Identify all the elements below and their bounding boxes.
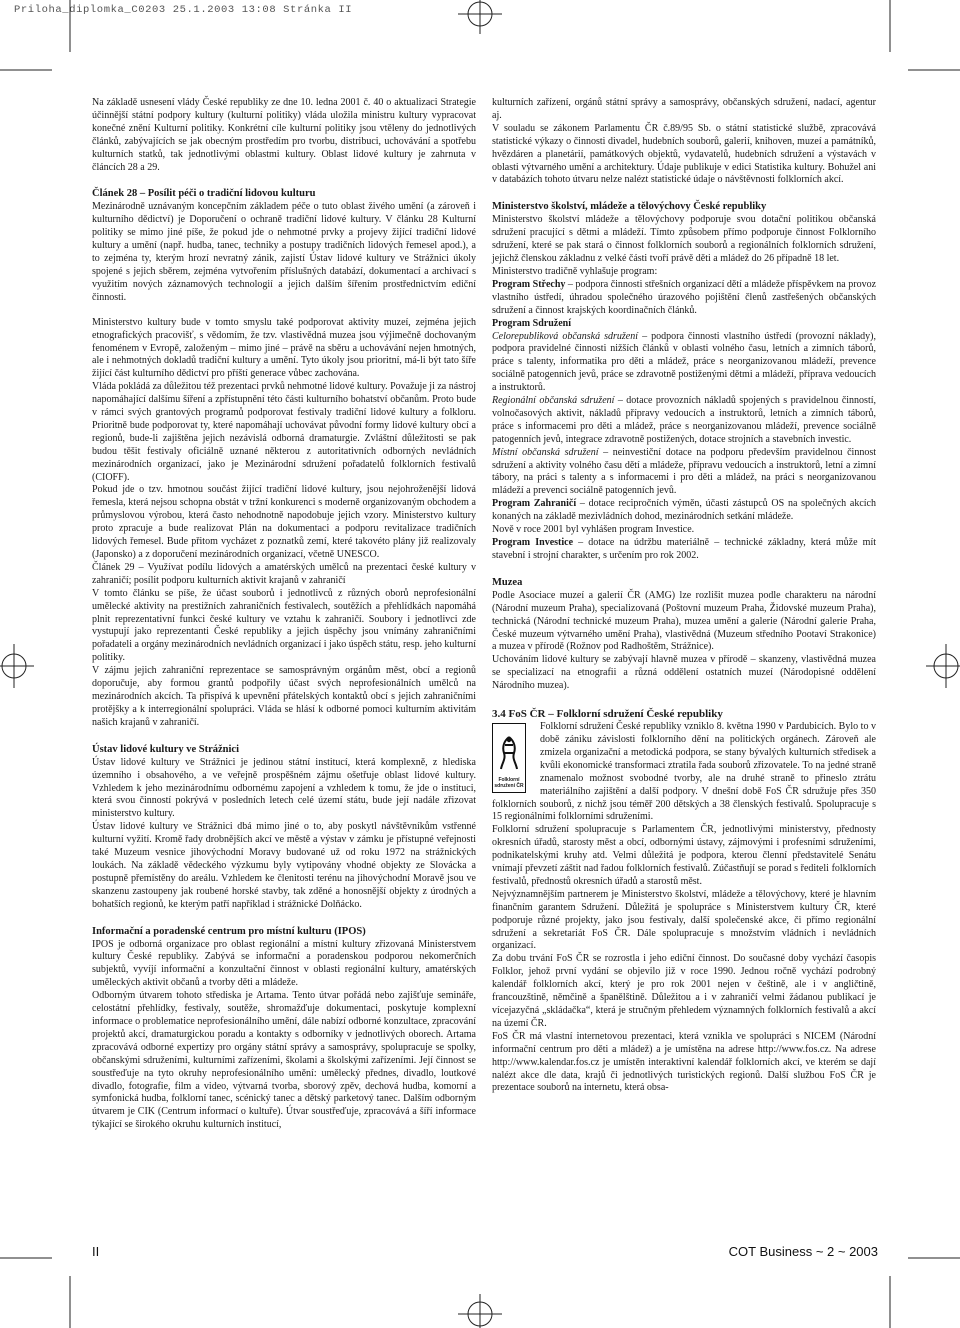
- paragraph: V souladu se zákonem Parlamentu ČR č.89/95 Sb. o státní statistické službě, zpracovává statistické výkazy o činnosti divadel, hudebních souborů, galerií, knihoven, muzeí a památníků, hvězdáren a planetárií, památkových objektů, vydavatelů, hudebních sdružení a výstavách v oblasti výtvarného umění a architektury. Údaje publikuje v edici Statistika kultury. Bohužel ani v databázích tohoto útvaru nelze nalézt statistické údaje o návštěvnosti folklorních akcí.: [492, 122, 876, 186]
- section-heading: Ministerstvo školství, mládeže a tělovýchovy České republiky: [492, 201, 767, 213]
- paragraph: V tomto článku se píše, že účast souborů i jednotlivců z různých oborů neprofesionální umělecké aktivity na prestižních zahraničních festivalech, soutěžích a přehlídkách napomáhá plnit reprezentativní funkci české kultury ve vztahu k zahraničí. Soubory i jednotlivci zde vystupují jako reprezentanti České republiky a jejich úspěchy jsou vnímány zahraničními pořadateli a orgány mezinárodních nevládních organizací i jako úspěch státu, resp. jeho kulturní politiky.: [92, 587, 476, 664]
- paragraph: [492, 721, 876, 824]
- paragraph: Mezinárodně uznávaným koncepčním základem péče o tuto oblast živého umění (a zároveň i kulturního dědictví) je Doporučení o ochraně tradiční lidové kultury. V článku 28 Kulturní politiky se mimo jiné píše, že pokud jde o nehmotné prvky a projevy žijící tradiční lidové kultury a umění (např. hudba, tanec, techniky a postupy tradičních lidových řemesel apod.), a to zejména ty, kterým hrozí nevratný zánik, zajistí Ústav lidové kultury ve Strážnici úkoly spojené s jejich sběrem, zejména vytvořením příslušných databází, dokumentací a archivací s využitím nových záznamových technologií a jejich dalším šířením prostřednictvím ediční činnosti.: [92, 201, 476, 303]
- logo-label: Folklorní sdružení ČR: [494, 777, 524, 790]
- crop-mark-top-left: [0, 0, 90, 90]
- paragraph: [492, 447, 876, 499]
- paragraph: Vláda pokládá za důležitou též prezentaci prvků nehmotné lidové kultury. Považuje ji za nástroj napomáhající dalšímu šíření a zpřístupnění této části kulturního bohatství občanům. Proto bude v rámci svých grantových programů podporovat festivaly tradiční lidové kultury a folkloru. Prioritně bude podporovat ty, které napomáhají uchovávat původní formy lidové kultury obcí a regionů, bude-li zajištěna jejich nezávislá odborná dramaturgie. Zvláštní důležitosti se pak budou těšit festivaly oficiálně uznané některou z autoritativních odborných nevládních mezinárodních organizací, jako je Mezinárodní sdružení pořadatelů folklorních festivalů (CIOFF).: [92, 381, 476, 483]
- paragraph: Článek 29 – Využívat podílu lidových a amatérských umělců na prezentaci české kultury v zahraničí; posílit podporu kulturních aktivit krajanů v zahraničí: [92, 561, 476, 586]
- paragraph: Ústav lidové kultury ve Strážnici je jedinou státní institucí, která komplexně, z hlediska územního i obsahového, a ve veřejně prospěšném zájmu ošetřuje oblast lidové kultury. Vzhledem k jeho mezinárodnímu odbornému zapojení a vzhledem k tomu, že jde o instituci, která svou činností pokrývá v posledních letech celé území státu, bude její nadále zřizovat ministerstvo kultury.: [92, 756, 476, 820]
- paragraph: Odborným útvarem tohoto střediska je Artama. Tento útvar pořádá nebo zajišťuje semináře, celostátní přehlídky, festivaly, soutěže, shromažďuje dokumentaci, poskytuje komplexní informace o problematice neprofesionálního umění, dále nabízí odborné konzultace, zpracování projektů akcí, dramaturgickou poradu a kontakty s odborníky v jednotlivých oborech. Artama zpracovává odborné expertizy pro orgány státní správy a samosprávy, spolupracuje se spolky, občanskými sdruženími, kulturními zařízeními, školami a školskými zařízeními. Její činnost se soustřeďuje na tyto okruhy neprofesionálního umění: umělecký přednes, divadlo, loutkové divadlo, fotografie, film a video, výtvarná tvorba, sborový zpěv, dechová hudba, komorní a symfonická hudba, folklorní tanec, scénický tanec a dětský parketový tanec. Dalším odborným útvarem je CIK (Centrum informací o kultuře). Útvar soustřeďuje, zpracovává a šíří informace týkající se širokého okruhu kulturních institucí,: [92, 990, 476, 1131]
- folklore-figure-icon: [498, 735, 520, 771]
- paragraph: IPOS je odborná organizace pro oblast regionální a místní kultury zřizovaná Ministerstvem kultury České republiky. Zabývá se informační a poradenskou podporou nekomerčních subjektů, vyvíjí informační a konzultační činnost v oblasti regionální kultury, amatérských uměleckých aktivit občanů a tvorby děti a mládeže.: [92, 938, 476, 989]
- paragraph: [492, 498, 876, 524]
- paragraph: Pokud jde o tzv. hmotnou součást žijící tradiční lidové kultury, jsou nejohroženější lidová řemesla, která nejsou schopna obstát v tržní konkurenci s moderně organizovaným obchodem a průmyslovou výrobou, která často nehodnotně napodobuje jejich vzory. Ministerstvo kultury proto zpracuje a bude realizovat Plán na dokumentaci a podporu revitalizace tradičních lidových řemesel. Bude přitom vycházet z poznatků zemí, které takovéto plány již realizovaly (Japonsko) a z doporučení mezinárodních organizací, včetně UNESCO.: [92, 484, 476, 560]
- paragraph: Nově v roce 2001 byl vyhlášen program Investice.: [492, 524, 695, 536]
- paragraph: Ministerstvo tradičně vyhlašuje program:: [492, 265, 658, 277]
- running-footer: COT Business ~ 2 ~ 2003: [728, 1244, 878, 1259]
- paragraph-text: – neinvestiční dotace na podporu především pravidelnou činnost sdružení a aktivity volného času dětí a mládeže, přípravu vedoucích a instruktorů, letní a zimní tábory, na práci s talenty a s informacemi i pro děti a mládež, na práci s neorganizovanou mládeží a prevenci sociálně patogenních jevů.: [492, 446, 876, 497]
- section-heading: Muzea: [492, 576, 523, 588]
- registration-mark-bottom: [454, 1294, 506, 1328]
- paragraph: Ministerstvo kultury bude v tomto smyslu také podporovat aktivity muzeí, zejména jejich etnografických pracovišť, s vědomím, že tzv. vlastivědná muzea jsou výjimečně dochovaným fenoménem v Evropě, založeným – mimo jiné – právě na sběru a uchovávání nejen hmotných, ale i nehmotných dokladů tradiční kultury a umění. Tyto úkoly jsou prioritní, má-li být tato šíře žijící část kulturního dědictví pro příští generace vůbec zachována.: [92, 316, 476, 380]
- paragraph-lead: Regionální občanská sdružení: [492, 395, 615, 407]
- registration-mark-top: [454, 0, 506, 34]
- paragraph: [492, 279, 876, 318]
- paragraph-text: – dotace provozních nákladů spojených s pravidelnou činností, volnočasových aktivit, nákladů přípravy vedoucích a instruktorů, letních a zimních táborů, práce s informacemi pro děti a mládež, práce s neorganizovanou mládeží, prevence sociálně patogenních jevů, integrace zdravotně postižených, dotace strojních a stavebních investic.: [492, 395, 876, 445]
- paragraph-lead: Program Zahraničí: [492, 498, 577, 510]
- paragraph: Na základě usnesení vlády České republiky ze dne 10. ledna 2001 č. 40 o aktualizaci Strategie účinnější státní podpory kultury (kulturní politiky) vláda uložila ministru kultury vypracovat konečné znění Kulturní politiky. Konkrétní cíle kulturní politiky jsou vtěleny do jednotlivých článků, zabývajících se jak obecným prostředím pro tvorbu, distribuci, uchovávání a spotřebu kulturních statků, tak jednotlivými oblastmi kultury. Oblast lidové kultury je zahrnuta v článcích 28 a 29.: [92, 97, 476, 173]
- section-heading: Ústav lidové kultury ve Strážnici: [92, 743, 239, 755]
- paragraph-lead: Celorepubliková občanská sdružení: [492, 330, 639, 342]
- paragraph: Za dobu trvání FoS ČR se rozrostla i jeho ediční činnost. Do současné doby vychází časopis Folklor, jehož první vydání se objevilo již v roce 1990. Jednou ročně vychází podrobný kalendář folklorních akcí, který je pro rok 2001 nejen v češtině, ale i v angličtině, francouzštině, němčině a španělštině. Důležitou a i v zahraničí velmi žádanou publikací je vícejazyčná „skládačka“, která je stručným přehledem významných folklorních festivalů a akcí na území ČR.: [492, 953, 876, 1029]
- paragraph-lead: Místní občanská sdružení: [492, 446, 599, 458]
- paragraph: [492, 537, 876, 563]
- paragraph: kulturních zařízení, orgánů státní správy a samosprávy, občanských sdružení, nadací, agentur aj.: [492, 97, 876, 121]
- paragraph-text: – dotace recipročních výměn, účasti zástupců OS na společných akcích konaných na základě mezivládních dohod, mezinárodních setkání mládeže.: [492, 498, 876, 523]
- fos-logo: [492, 723, 526, 793]
- paragraph-lead: Program Investice: [492, 537, 574, 548]
- right-column: [492, 97, 876, 1095]
- registration-mark-right: [926, 640, 960, 692]
- paragraph: Nejvýznamnějším partnerem je Ministerstvo školství, mládeže a tělovýchovy, které je hlavním finančním garantem Sdružení. Důležitá je spolupráce s Ministerstvem kultury ČR, které podporuje různé projekty, jako jsou festivaly, další společenské akce, či přímo regionální sdružení a sekretariát FoS ČR. Dále spolupracuje s množstvím vládních i nevládních organizací.: [492, 888, 876, 952]
- paragraph: FoS ČR má vlastní internetovou prezentaci, která vznikla ve spolupráci s NICEM (Národní informační centrum pro děti a mládež) a je umístěna na adrese http://www.fos.cz. Na adrese http://www.kalendar.fos.cz je umístěn interaktivní kalendář folklorních akcí, ve kterém se dají nalézt akce dle data, krajů či jednotlivých turistických regionů. Další službou FoS ČR je prezentace souborů na internetu, která obsa-: [492, 1030, 876, 1094]
- paragraph: Ministerstvo školství mládeže a tělovýchovy podporuje svou dotační politikou občanská sdružení pracující s dětmi a mládeží. Tímto způsobem přímo podporuje činnost Folklorního sdružení, které se pak stará o činnost folklorních souborů a regionálních folklorních sdružení, jejichž členskou základnu z velké části tvoří právě děti a mládež do 26 případně 18 let.: [492, 214, 876, 265]
- paragraph: V zájmu jejich zahraniční reprezentace se samosprávným orgánům měst, obcí a regionů doporučuje, aby formou grantů podpořily účast svých neprofesionálních umělců na mezinárodních akcích. Ta přispívá k upevnění přátelských kontaktů obcí s jejich zahraničními protějšky a k interregionální spolupráci. Vláda se hlásí k odborné pomoci kulturním aktivitám našich krajanů v zahraničí.: [92, 665, 476, 728]
- paragraph-text: – podpora činnosti vlastního ústředí (provozní náklady), podpora pravidelné činnosti nižších článků v oblasti volného času, letních a zimních táborů, práce s talenty, informatika pro děti a mládež, práce s neorganizovanou mládeží, prevence sociálně patogenních jevů, práce se zdravotně postiženými dětmi a mládeží, příprava vedoucích a instruktorů.: [492, 330, 876, 394]
- section-heading: 3.4 FoS ČR – Folklorní sdružení České republiky: [492, 708, 723, 721]
- paragraph: Podle Asociace muzeí a galerií ČR (AMG) lze rozlišit muzea podle charakteru na národní (Národní muzeum Praha), specializovaná (Poštovní muzeum Praha, Židovské muzeum Praha), technická (Národní technické muzeum Praha), muzea umění a galerie (Národní galerie Praha, České muzeum výtvarného umění Praha), vlastivědná (Muzeum středního Pootaví Strakonice) a muzea v přírodě (Rožnov pod Radhoštěm, Strážnice).: [492, 589, 876, 653]
- left-column: [92, 97, 476, 1132]
- paragraph-text: – podpora činnosti střešních organizací dětí a mládeže příspěvkem na provoz vlastního ústředí, úhradou společného úrazového pojištění členů zastřešených občanských sdružení a činnost krajských koordinačních článků.: [492, 278, 877, 316]
- registration-mark-left: [0, 640, 34, 692]
- crop-mark-bottom-left: [0, 1238, 90, 1328]
- paragraph: [492, 331, 876, 396]
- program-heading: Program Sdružení: [492, 317, 571, 329]
- paragraph: Ústav lidové kultury ve Strážnici dbá mimo jiné o to, aby poskytl návštěvníkům vstřenné kulturní vyžití. Kromě řady drobnějších akcí ve městě a výstav v zámku je přístupné veřejnosti také Muzeum vesnice jihovýchodní Moravy budované už od roku 1972 na strážnických loukách. Na základě vědeckého výzkumu byly vytipovány vhodné objekty ze Slovácka a postupně přemístěny do areálu. Vzhledem ke členitosti terénu na jihovýchodní Moravě jsou ve skanzenu zastoupeny jak roubené horské stavby, tak zděné a honosnější objekty z úrodných a bohatších regionů, ke kterým patří například i strážnické Dolňácko.: [92, 821, 476, 910]
- paragraph: Folklorní sdružení spolupracuje s Parlamentem ČR, jednotlivými ministerstvy, přednosty okresních úřadů, starosty měst a obcí, odbornými ústavy, zájmovými i profesními sdruženími, podnikatelskými kruhy atd. Velmi důležitá je podpora, kterou členní představitelé Senátu vnímají převzetí záštit nad řadou folklorních festivalů. Zúčastňují se porad s řediteli folklorních festivalů, přednostů okresních úřadů a starostů měst.: [492, 824, 876, 887]
- print-slug: Priloha_diplomka_C0203 25.1.2003 13:08 Stránka II: [14, 4, 353, 16]
- paragraph-text: Folklorní sdružení České republiky vzniklo 8. května 1990 v Pardubicích. Bylo to v době zániku závislosti folklorního dění na politických orgánech. Zároveň ale zmizela organizační a metodická podpora, se stany bývalých kulturních středisek a kvůli ekonomické transformaci ztratila řada souborů zřizovatele. To na jedné straně znamenalo možnost svobodné tvorby, ale na druhé straně to přineslo ztrátu materiálního zajištění a další podpory. V dnešní době FoS ČR sdružuje přes 350 folklorních souborů, z nichž jsou téměř 200 dětských a 38 členských festivalů. Spolupracuje s 15 regionálními folklorními sdruženími.: [492, 721, 876, 823]
- paragraph: [492, 395, 876, 447]
- section-heading: Informační a poradenské centrum pro místní kulturu (IPOS): [92, 925, 366, 937]
- crop-mark-top-right: [870, 0, 960, 90]
- section-heading: Článek 28 – Posílit péči o tradiční lidovou kulturu: [92, 188, 316, 200]
- paragraph-text: – dotace na údržbu materiálně – technické základny, která může mít stavební i strojní charakter, s určením pro rok 2002.: [492, 537, 877, 561]
- page-number: II: [92, 1244, 100, 1259]
- crop-mark-bottom-right: [870, 1238, 960, 1328]
- paragraph: Uchováním lidové kultury se zabývají hlavně muzea v přírodě – skanzeny, vlastivědná muzea se specializací na etnografii a různá oddělení ostatních muzeí (Národopisné oddělení Národního muzea).: [492, 654, 876, 692]
- paragraph-lead: Program Střechy: [492, 278, 566, 290]
